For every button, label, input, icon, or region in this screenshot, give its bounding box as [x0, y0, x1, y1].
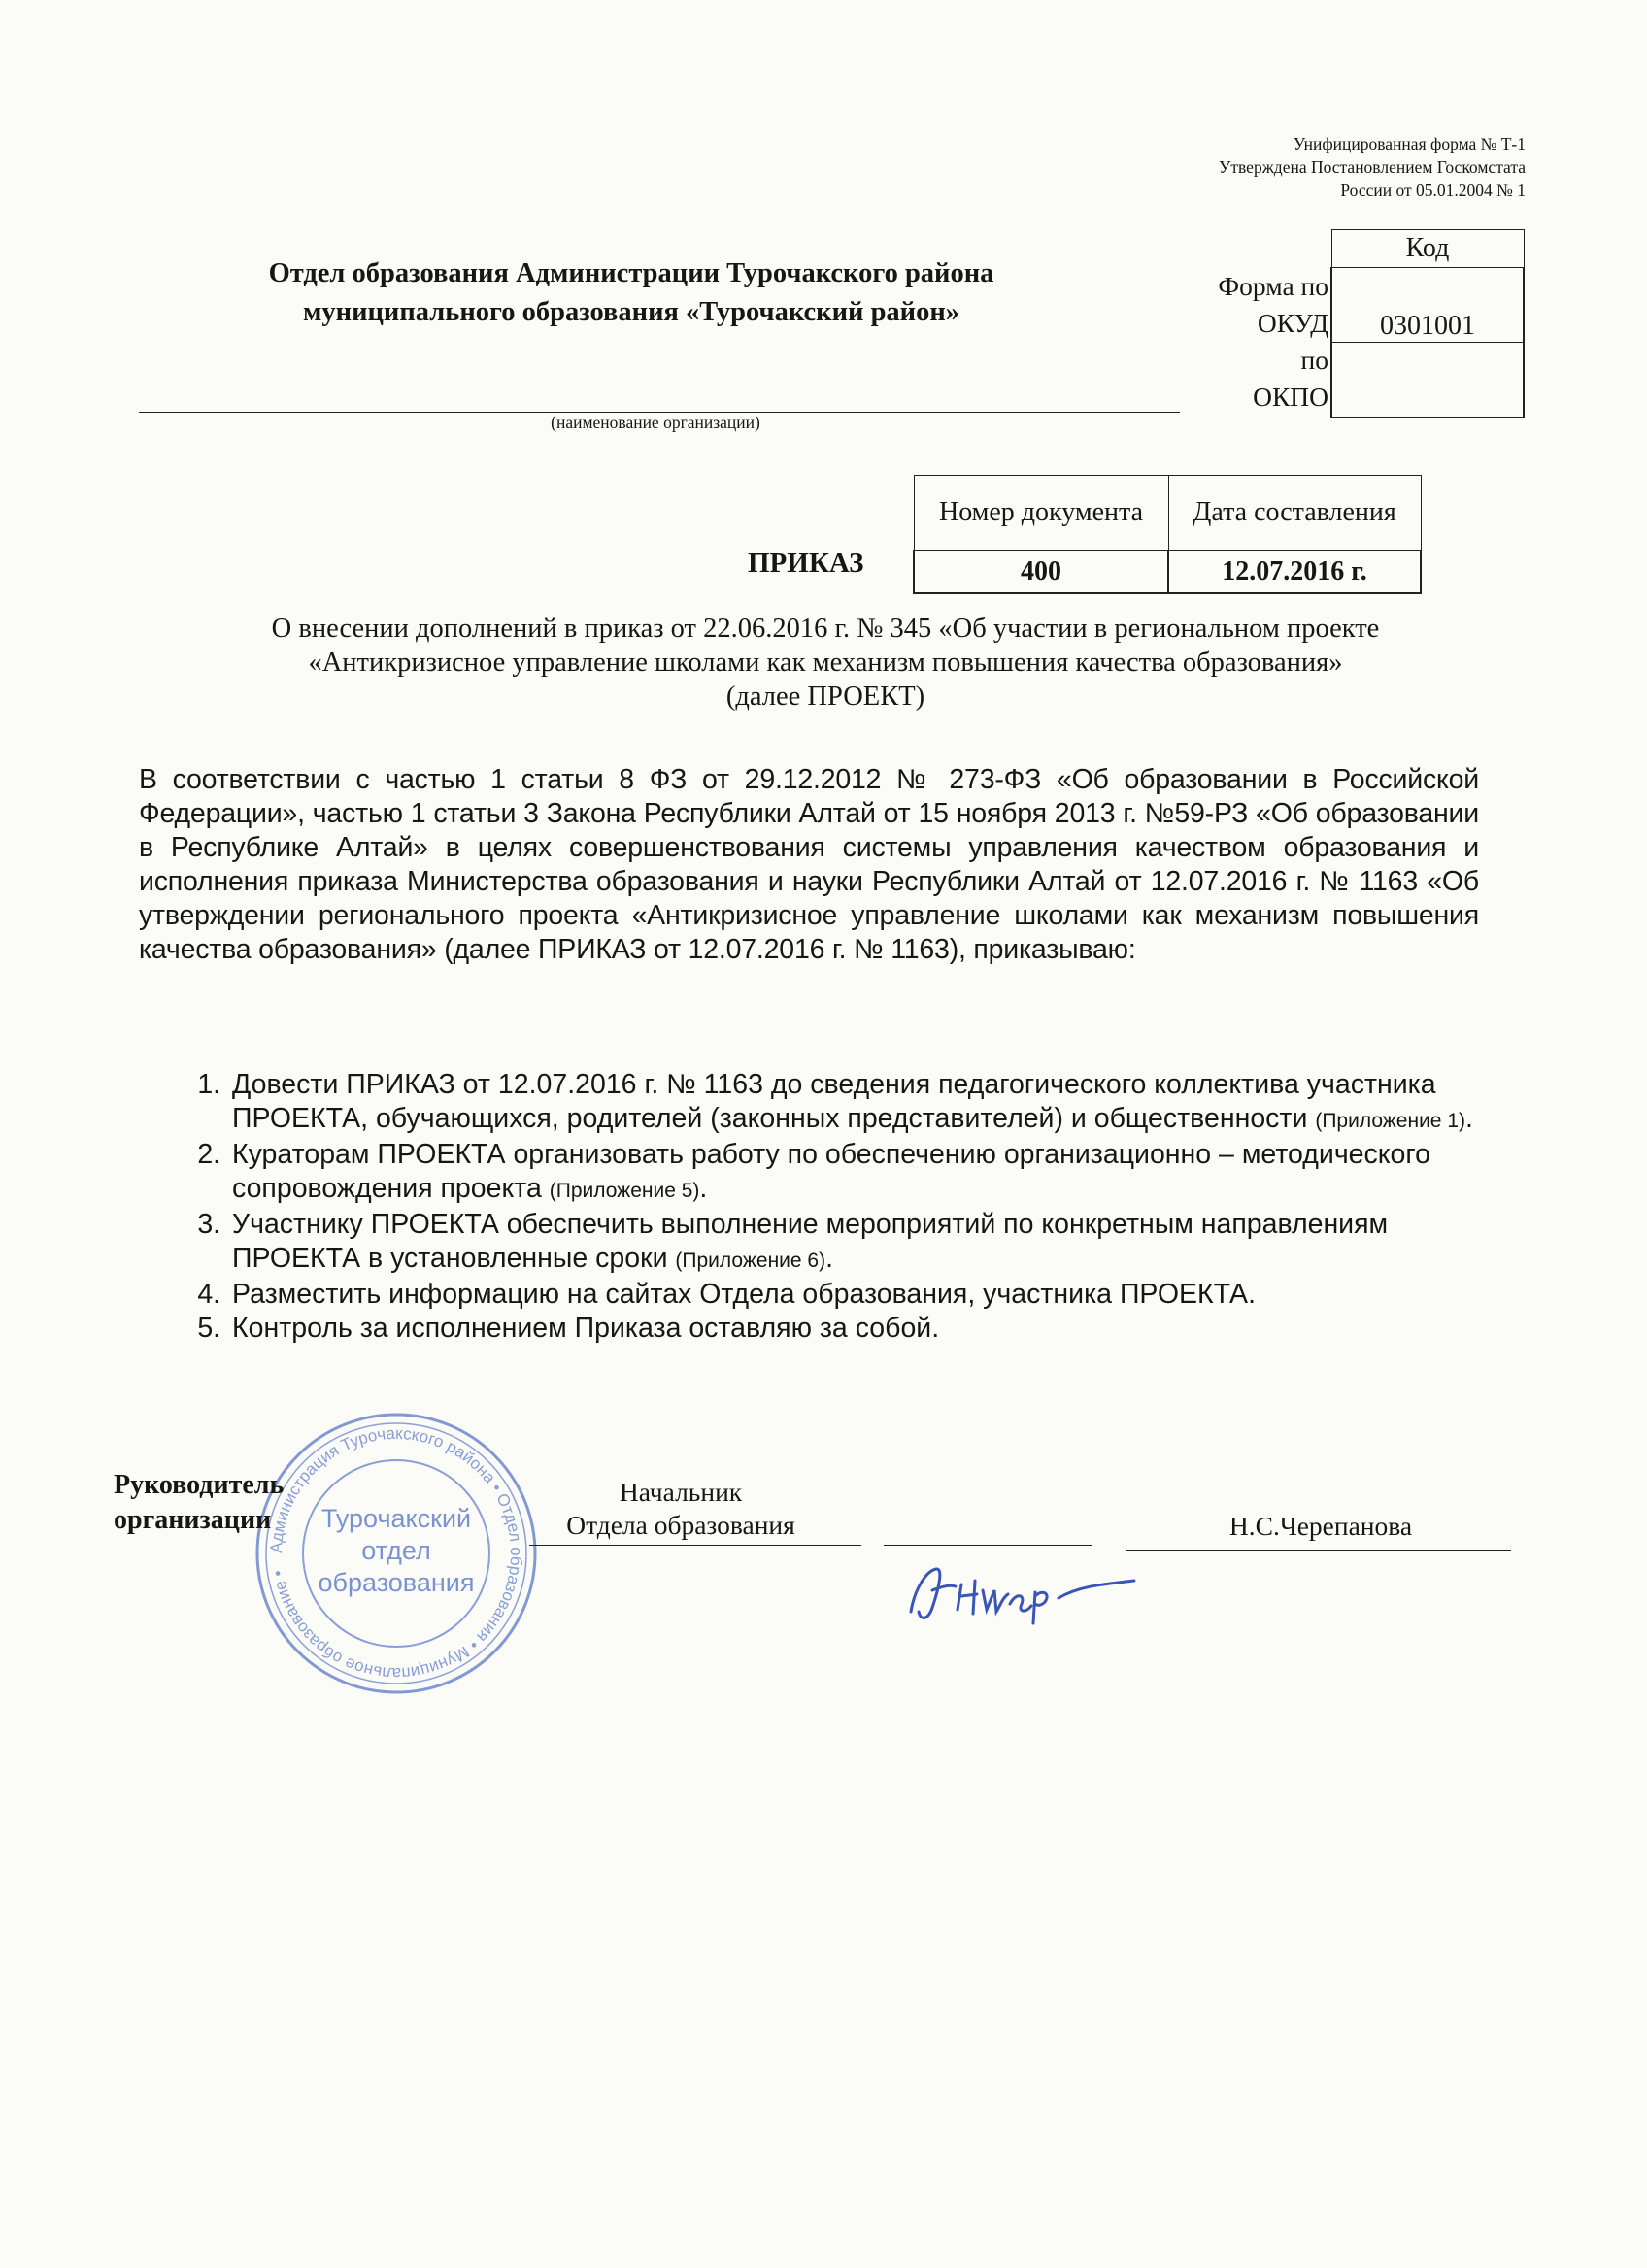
signer-position-line: Отдела образования — [566, 1510, 795, 1540]
stamp-center-line: Турочакский — [320, 1504, 472, 1533]
position-underline — [529, 1545, 861, 1546]
item-tail: . — [825, 1242, 833, 1274]
okud-label-line: ОКУД — [1257, 308, 1328, 338]
organization-line: Отдел образования Администрации Турочакского района — [268, 258, 994, 288]
item-note: (Приложение 5) — [549, 1179, 700, 1202]
item-tail: . — [699, 1172, 708, 1204]
signer-role-line: Руководитель — [114, 1470, 285, 1500]
organization-line: муниципального образования «Турочакский район» — [302, 297, 960, 327]
document-date: 12.07.2016 г. — [1168, 550, 1421, 593]
list-item — [228, 1312, 1510, 1346]
subject-line: «Антикризисное управление школами как механизм повышения качества образования» — [308, 648, 1343, 678]
form-note-line: России от 05.01.2004 № 1 — [1340, 181, 1526, 200]
signer-position-line: Начальник — [619, 1477, 743, 1507]
stamp-center-line: отдел — [361, 1536, 431, 1565]
item-text: Кураторам ПРОЕКТА организовать работу по обеспечению организационно – методического сопровождения проекта — [232, 1139, 1431, 1204]
date-header: Дата составления — [1168, 476, 1421, 551]
okpo-label-line: ОКПО — [1253, 382, 1328, 412]
signature-underline — [884, 1545, 1092, 1546]
item-note: (Приложение 1) — [1315, 1109, 1465, 1132]
item-text: Довести ПРИКАЗ от 12.07.2016 г. № 1163 до сведения педагогического коллектива участника ПРОЕКТА, обучающихся, родителей (законных представителей) и общественности — [232, 1069, 1436, 1134]
list-item — [228, 1068, 1510, 1138]
codes-header: Код — [1331, 230, 1524, 268]
form-note-line: Утверждена Постановлением Госкомстата — [1218, 157, 1526, 177]
item-text: Разместить информацию на сайтах Отдела образования, участника ПРОЕКТА. — [232, 1279, 1256, 1310]
signer-role-line: организации — [114, 1505, 272, 1535]
okud-label — [1126, 268, 1328, 342]
name-underline — [1126, 1550, 1511, 1551]
official-stamp — [251, 1408, 542, 1699]
okpo-label — [1126, 342, 1328, 416]
subject-line: (далее ПРОЕКТ) — [725, 682, 925, 712]
list-item — [228, 1208, 1510, 1278]
document-type: ПРИКАЗ — [748, 548, 864, 579]
order-items — [183, 1068, 1510, 1345]
item-note: (Приложение 6) — [675, 1249, 826, 1272]
list-item — [228, 1278, 1510, 1312]
item-text: Участнику ПРОЕКТА обеспечить выполнение мероприятий по конкретным направлениям ПРОЕКТА в установленные сроки — [232, 1209, 1389, 1274]
stamp-center-line: образования — [318, 1568, 475, 1597]
signer-name: Н.С.Черепанова — [1228, 1511, 1413, 1541]
item-text: Контроль за исполнением Приказа оставляю за собой. — [232, 1312, 940, 1344]
okpo-value — [1331, 343, 1524, 418]
item-tail: . — [1465, 1102, 1473, 1134]
body-paragraph: В соответствии с частью 1 статьи 8 ФЗ от 29.12.2012 № 273-ФЗ «Об образовании в Российской Федерации», частью 1 статьи 3 Закона Республики Алтай от 15 ноября 2013 г. №59-РЗ «Об образовании в Республике Алтай» в целях совершенствования системы управления качеством образования и исполнения приказа Министерства образования и науки Республики Алтай от 12.07.2016 г. № 1163 «Об утверждении регионального проекта «Антикризисное управление школами как механизм повышения качества образования» (далее ПРИКАЗ от 12.07.2016 г. № 1163), приказываю: — [139, 764, 1479, 965]
document-table — [913, 475, 1422, 594]
signer-position — [540, 1476, 822, 1542]
subject-line: О внесении дополнений в приказ от 22.06.2016 г. № 345 «Об участии в региональном проекте — [271, 614, 1380, 644]
okud-value: 0301001 — [1331, 268, 1524, 343]
handwritten-signature — [893, 1551, 1146, 1639]
signer-role — [114, 1468, 284, 1538]
form-note — [943, 132, 1526, 202]
codes-table — [1330, 229, 1525, 418]
document-number: 400 — [914, 550, 1168, 593]
form-note-line: Унифицированная форма № Т-1 — [1293, 134, 1526, 153]
okpo-label-line: по — [1300, 345, 1328, 375]
organization-name — [165, 254, 1097, 332]
okud-label-line: Форма по — [1218, 271, 1328, 301]
stamp-ring-text: Администрация Турочакского района • Отдел образования • Муниципальное образование • — [266, 1423, 526, 1684]
list-item — [228, 1138, 1510, 1208]
order-subject — [136, 612, 1515, 714]
organization-caption: (наименование организации) — [551, 413, 760, 432]
number-header: Номер документа — [914, 476, 1168, 551]
